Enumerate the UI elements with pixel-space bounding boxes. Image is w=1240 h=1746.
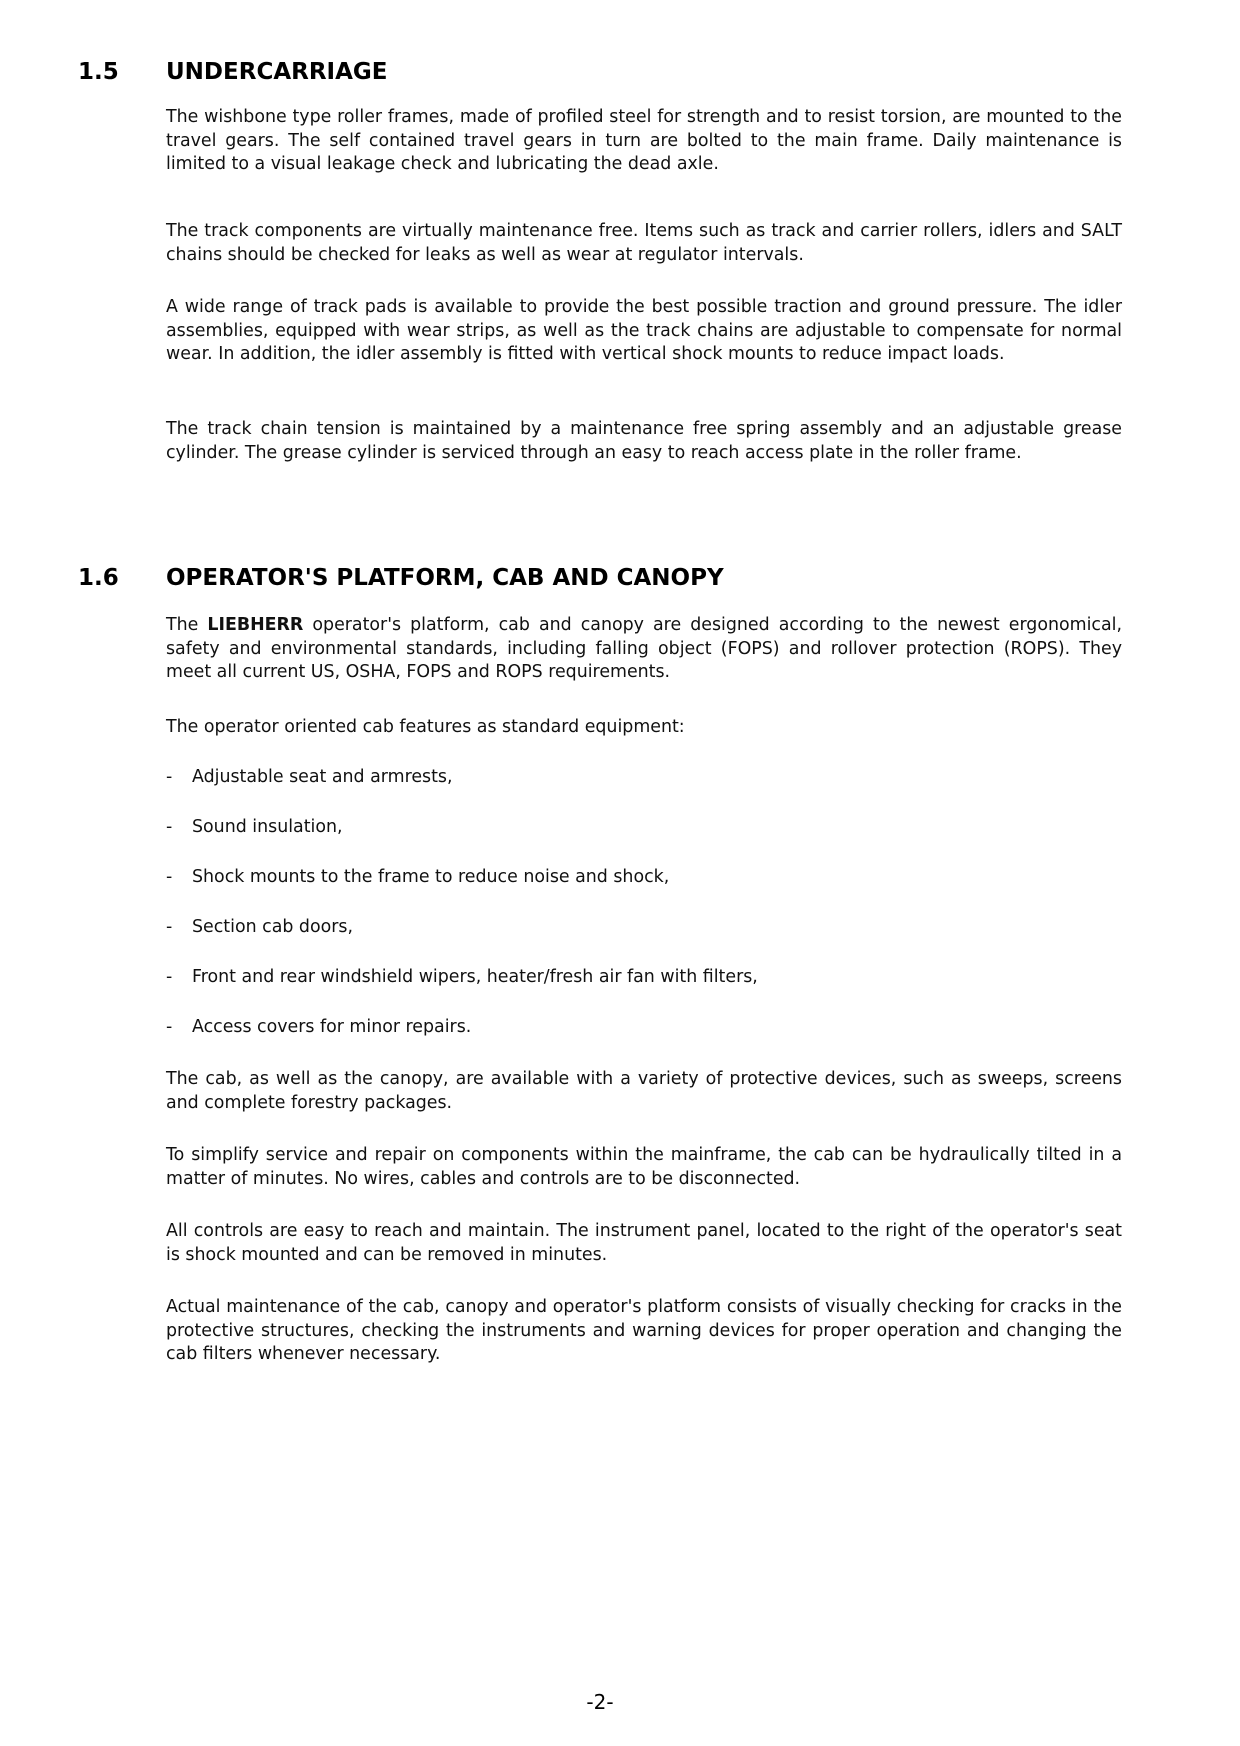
bullet-marker: - [166, 817, 173, 837]
bullet-marker: - [166, 967, 173, 987]
section-heading: UNDERCARRIAGE [166, 59, 388, 85]
section-number: 1.6 [78, 565, 119, 591]
list-item [166, 866, 669, 890]
list-item-text: Front and rear windshield wipers, heater/fresh air fan with filters, [192, 967, 758, 987]
paragraph: Actual maintenance of the cab, canopy and operator's platform consists of visually checking for cracks in the protective structures, checking the instruments and warning devices for proper operation and changing the cab filters whenever necessary. [166, 1297, 1122, 1364]
list-item [166, 966, 758, 990]
features-intro: The operator oriented cab features as standard equipment: [166, 717, 685, 737]
list-item-text: Shock mounts to the frame to reduce noise and shock, [192, 867, 670, 887]
paragraph: The track components are virtually maintenance free. Items such as track and carrier rollers, idlers and SALT chains should be checked for leaks as well as wear at regulator intervals. [166, 221, 1122, 265]
paragraph: All controls are easy to reach and maintain. The instrument panel, located to the right of the operator's seat is shock mounted and can be removed in minutes. [166, 1221, 1122, 1265]
intro-rest: operator's platform, cab and canopy are designed according to the newest ergonomical, safety and environmental standards, including falling object (FOPS) and rollover protection (ROPS). They meet all current US, OSHA, FOPS and ROPS requirements. [166, 615, 1122, 682]
paragraph: A wide range of track pads is available to provide the best possible traction and ground pressure. The idler assemblies, equipped with wear strips, as well as the track chains are adjustable to compensate for normal wear. In addition, the idler assembly is fitted with vertical shock mounts to reduce impact loads. [166, 297, 1122, 364]
list-item-text: Adjustable seat and armrests, [192, 767, 453, 787]
list-item [166, 766, 453, 790]
list-item [166, 1016, 471, 1040]
intro-paragraph [166, 614, 1122, 685]
paragraph: The cab, as well as the canopy, are available with a variety of protective devices, such as sweeps, screens and complete forestry packages. [166, 1069, 1122, 1113]
bullet-marker: - [166, 917, 173, 937]
brand-name: LIEBHERR [207, 615, 304, 635]
list-item-text: Sound insulation, [192, 817, 343, 837]
bullet-marker: - [166, 1017, 173, 1037]
paragraph: The track chain tension is maintained by a maintenance free spring assembly and an adjustable grease cylinder. The grease cylinder is serviced through an easy to reach access plate in the roller frame. [166, 419, 1122, 463]
bullet-marker: - [166, 767, 173, 787]
paragraph: The wishbone type roller frames, made of profiled steel for strength and to resist torsion, are mounted to the travel gears. The self contained travel gears in turn are bolted to the main frame. Daily maintenance is limited to a visual leakage check and lubricating the dead axle. [166, 107, 1122, 174]
section-heading: OPERATOR'S PLATFORM, CAB AND CANOPY [166, 565, 724, 591]
paragraph: To simplify service and repair on components within the mainframe, the cab can be hydraulically tilted in a matter of minutes. No wires, cables and controls are to be disconnected. [166, 1145, 1122, 1189]
page-number: -2- [586, 1690, 614, 1714]
list-item-text: Access covers for minor repairs. [192, 1017, 472, 1037]
list-item-text: Section cab doors, [192, 917, 353, 937]
section-number: 1.5 [78, 59, 119, 85]
list-item [166, 816, 343, 840]
list-item [166, 916, 353, 940]
bullet-marker: - [166, 867, 173, 887]
intro-lead: The [166, 615, 208, 635]
